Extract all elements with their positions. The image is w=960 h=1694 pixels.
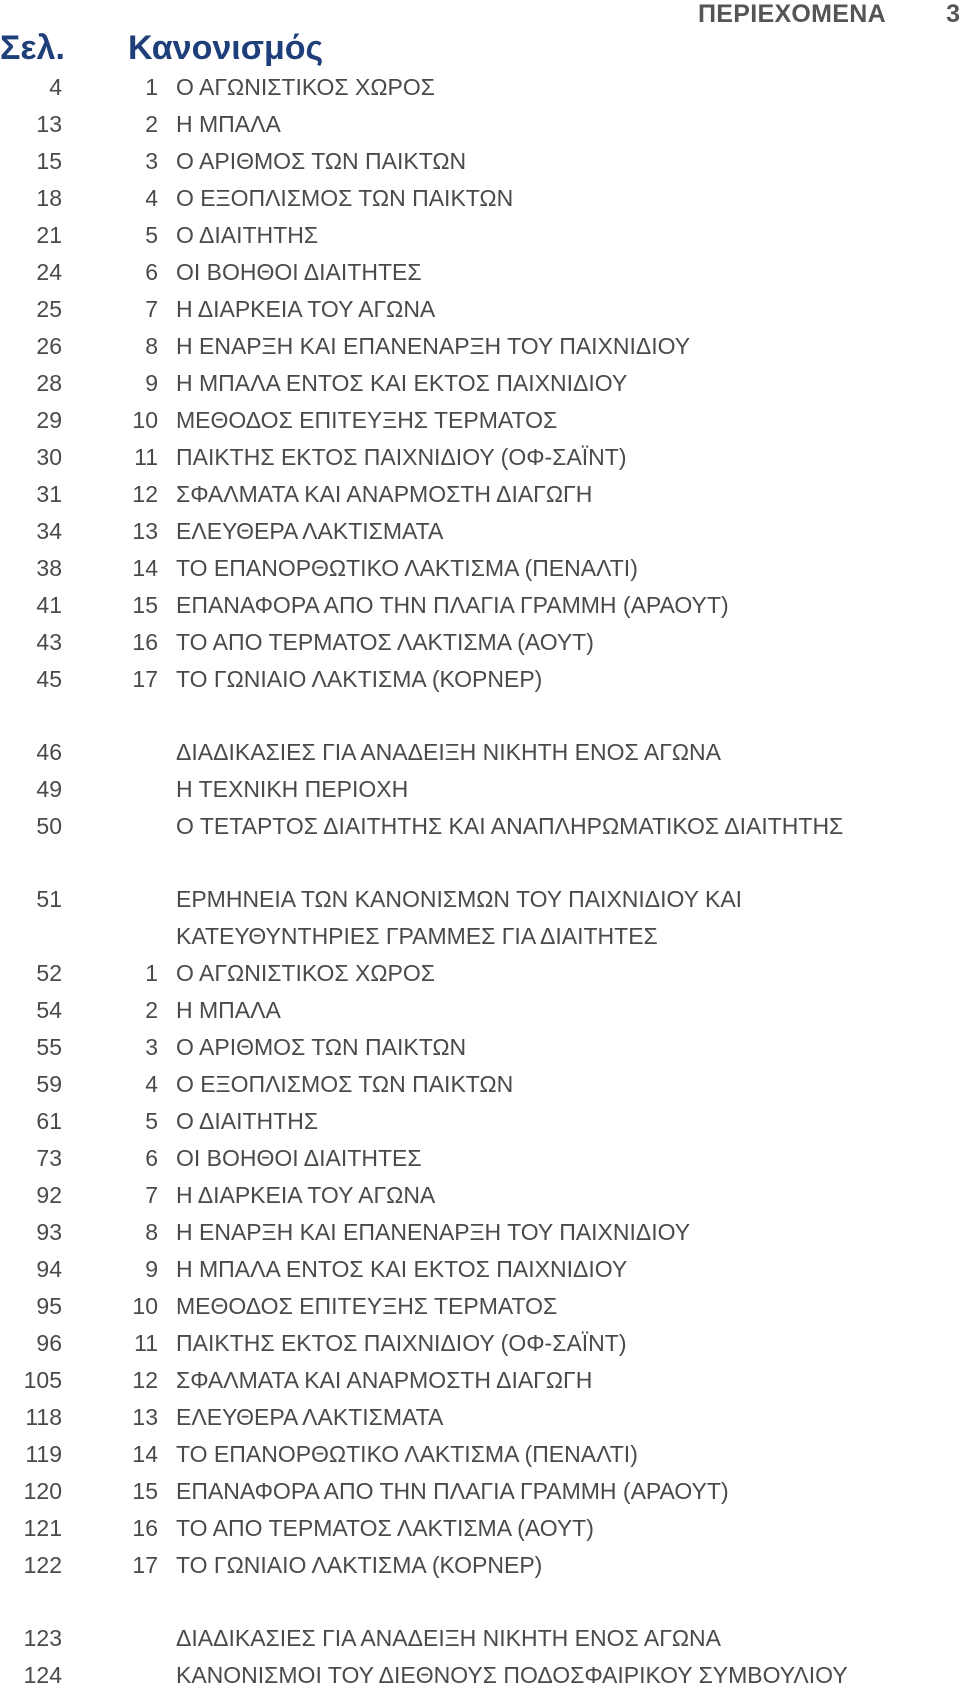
toc-entry-title: ΠΑΙΚΤΗΣ ΕΚΤΟΣ ΠΑΙΧΝΙΔΙΟΥ (ΟΦ-ΣΑΪΝΤ) [176, 444, 627, 470]
toc-rule-number: 17 [132, 1552, 158, 1578]
toc-rule-number: 13 [132, 1404, 158, 1430]
toc-entry-title: ΠΑΙΚΤΗΣ ΕΚΤΟΣ ΠΑΙΧΝΙΔΙΟΥ (ΟΦ-ΣΑΪΝΤ) [176, 1330, 627, 1356]
toc-page-number: 45 [36, 666, 62, 692]
toc-entry[interactable] [0, 624, 960, 661]
toc-entry-title: ΤΟ ΓΩΝΙΑΙΟ ΛΑΚΤΙΣΜΑ (ΚΟΡΝΕΡ) [176, 1552, 543, 1578]
toc-page-number: 120 [23, 1478, 62, 1504]
toc-entry-title: Ο ΑΡΙΘΜΟΣ ΤΩΝ ΠΑΙΚΤΩΝ [176, 1034, 467, 1060]
toc-entry[interactable] [0, 992, 960, 1029]
toc-entry-title: Ο ΑΓΩΝΙΣΤΙΚΟΣ ΧΩΡΟΣ [176, 74, 435, 100]
toc-rule-number: 6 [145, 259, 158, 285]
toc-entry[interactable] [0, 106, 960, 143]
page-column-heading: Σελ. [0, 29, 65, 67]
toc-entry[interactable] [0, 1288, 960, 1325]
toc-entry[interactable] [0, 439, 960, 476]
toc-entry[interactable] [0, 1362, 960, 1399]
header-page-number: 3 [946, 0, 960, 28]
toc-page-number: 51 [36, 886, 62, 912]
toc-page-number: 118 [25, 1404, 62, 1430]
toc-page-number: 13 [36, 111, 62, 137]
toc-rule-number: 9 [145, 1256, 158, 1282]
toc-entry[interactable] [0, 1214, 960, 1251]
toc-entry[interactable] [0, 1140, 960, 1177]
toc-entry-title: Η ΜΠΑΛΑ [176, 111, 281, 137]
toc-entry-title: ΣΦΑΛΜΑΤΑ ΚΑΙ ΑΝΑΡΜΟΣΤΗ ΔΙΑΓΩΓΗ [176, 1367, 593, 1393]
toc-entry[interactable] [0, 476, 960, 513]
toc-entry[interactable] [0, 291, 960, 328]
toc-entry[interactable] [0, 881, 960, 918]
toc-entry-title: ΟΙ ΒΟΗΘΟΙ ΔΙΑΙΤΗΤΕΣ [176, 1145, 422, 1171]
toc-entry-title: Η ΤΕΧΝΙΚΗ ΠΕΡΙΟΧΗ [176, 776, 409, 802]
toc-entry[interactable] [0, 734, 960, 771]
toc-entry-title: Ο ΕΞΟΠΛΙΣΜΟΣ ΤΩΝ ΠΑΙΚΤΩΝ [176, 1071, 514, 1097]
toc-page-number: 92 [36, 1182, 62, 1208]
toc-entry-title: ΤΟ ΑΠΟ ΤΕΡΜΑΤΟΣ ΛΑΚΤΙΣΜΑ (ΑΟΥΤ) [176, 1515, 594, 1541]
toc-entry[interactable] [0, 661, 960, 698]
toc-page-number: 18 [36, 185, 62, 211]
toc-entry-title: Η ΕΝΑΡΞΗ ΚΑΙ ΕΠΑΝΕΝΑΡΞΗ ΤΟΥ ΠΑΙΧΝΙΔΙΟΥ [176, 1219, 691, 1245]
toc-entry-title: Η ΜΠΑΛΑ [176, 997, 281, 1023]
toc-entry-title: ΔΙΑΔΙΚΑΣΙΕΣ ΓΙΑ ΑΝΑΔΕΙΞΗ ΝΙΚΗΤΗ ΕΝΟΣ ΑΓΩΝΑ [176, 1625, 722, 1651]
toc-entry[interactable] [0, 1547, 960, 1584]
toc-page-number: 119 [25, 1441, 62, 1467]
toc-entry-title: Η ΔΙΑΡΚΕΙΑ ΤΟΥ ΑΓΩΝΑ [176, 296, 436, 322]
toc-entry-title: Η ΕΝΑΡΞΗ ΚΑΙ ΕΠΑΝΕΝΑΡΞΗ ΤΟΥ ΠΑΙΧΝΙΔΙΟΥ [176, 333, 691, 359]
section-column-heading: Κανονισμός [128, 29, 324, 67]
toc-page-number: 26 [36, 333, 62, 359]
toc-rule-number: 15 [132, 1478, 158, 1504]
toc-entry[interactable] [0, 1510, 960, 1547]
toc-entry[interactable] [0, 1620, 960, 1657]
toc-rule-number: 14 [132, 555, 158, 581]
toc-rule-number: 8 [145, 1219, 158, 1245]
toc-rule-number: 3 [145, 148, 158, 174]
toc-entry[interactable] [0, 1103, 960, 1140]
toc-page-number: 24 [36, 259, 62, 285]
column-headings [0, 28, 960, 68]
toc-entry[interactable] [0, 587, 960, 624]
toc-entry[interactable] [0, 550, 960, 587]
toc-entry[interactable] [0, 513, 960, 550]
toc-page-number: 29 [36, 407, 62, 433]
toc-rule-number: 5 [145, 222, 158, 248]
toc-page-number: 49 [36, 776, 62, 802]
toc-entry[interactable] [0, 328, 960, 365]
toc-entry-title: ΔΙΑΔΙΚΑΣΙΕΣ ΓΙΑ ΑΝΑΔΕΙΞΗ ΝΙΚΗΤΗ ΕΝΟΣ ΑΓΩΝΑ [176, 739, 722, 765]
toc-entry-title: ΕΠΑΝΑΦΟΡΑ ΑΠΟ ΤΗΝ ΠΛΑΓΙΑ ΓΡΑΜΜΗ (ΑΡΑΟΥΤ) [176, 592, 729, 618]
toc-entry[interactable] [0, 1325, 960, 1362]
toc-page-number: 31 [36, 481, 62, 507]
toc-page-number: 73 [36, 1145, 62, 1171]
toc-entry-title: ΤΟ ΑΠΟ ΤΕΡΜΑΤΟΣ ΛΑΚΤΙΣΜΑ (ΑΟΥΤ) [176, 629, 594, 655]
toc-spacer [0, 698, 960, 734]
toc-entry-title: Η ΜΠΑΛΑ ΕΝΤΟΣ ΚΑΙ ΕΚΤΟΣ ΠΑΙΧΝΙΔΙΟΥ [176, 1256, 628, 1282]
toc-entry-title: Ο ΕΞΟΠΛΙΣΜΟΣ ΤΩΝ ΠΑΙΚΤΩΝ [176, 185, 514, 211]
toc-entry-title: Ο ΤΕΤΑΡΤΟΣ ΔΙΑΙΤΗΤΗΣ ΚΑΙ ΑΝΑΠΛΗΡΩΜΑΤΙΚΟΣ ΔΙΑΙΤΗΤΗΣ [176, 813, 844, 839]
toc-spacer [0, 845, 960, 881]
toc-entry-title: ΣΦΑΛΜΑΤΑ ΚΑΙ ΑΝΑΡΜΟΣΤΗ ΔΙΑΓΩΓΗ [176, 481, 593, 507]
toc-page-number: 46 [36, 739, 62, 765]
toc-entry[interactable] [0, 365, 960, 402]
toc-entry[interactable] [0, 217, 960, 254]
toc-entry-title: ΜΕΘΟΔΟΣ ΕΠΙΤΕΥΞΗΣ ΤΕΡΜΑΤΟΣ [176, 1293, 558, 1319]
toc-rule-number: 4 [145, 1071, 158, 1097]
toc-spacer [0, 1584, 960, 1620]
toc-entry-title: ΟΙ ΒΟΗΘΟΙ ΔΙΑΙΤΗΤΕΣ [176, 259, 422, 285]
toc-entry-title: Ο ΑΓΩΝΙΣΤΙΚΟΣ ΧΩΡΟΣ [176, 960, 435, 986]
toc-rule-number: 16 [132, 629, 158, 655]
toc-entry[interactable] [0, 143, 960, 180]
toc-rule-number: 1 [145, 960, 158, 986]
table-of-contents [0, 69, 960, 1694]
toc-rule-number: 2 [145, 997, 158, 1023]
toc-entry-title: ΚΑΝΟΝΙΣΜΟΙ ΤΟΥ ΔΙΕΘΝΟΥΣ ΠΟΔΟΣΦΑΙΡΙΚΟΥ ΣΥΜΒΟΥΛΙΟΥ [176, 1662, 848, 1688]
toc-rule-number: 3 [145, 1034, 158, 1060]
toc-rule-number: 11 [134, 444, 158, 470]
toc-rule-number: 15 [132, 592, 158, 618]
toc-page-number: 54 [36, 997, 62, 1023]
toc-entry[interactable] [0, 69, 960, 106]
toc-page-number: 95 [36, 1293, 62, 1319]
toc-page-number: 96 [36, 1330, 62, 1356]
toc-page-number: 59 [36, 1071, 62, 1097]
toc-rule-number: 17 [132, 666, 158, 692]
toc-page-number: 4 [49, 74, 62, 100]
toc-entry-title: ΕΡΜΗΝΕΙΑ ΤΩΝ ΚΑΝΟΝΙΣΜΩΝ ΤΟΥ ΠΑΙΧΝΙΔΙΟΥ ΚΑΙ [176, 886, 743, 912]
toc-rule-number: 8 [145, 333, 158, 359]
toc-entry[interactable] [0, 1177, 960, 1214]
toc-page-number: 123 [23, 1625, 62, 1651]
toc-page-number: 52 [36, 960, 62, 986]
toc-rule-number: 2 [145, 111, 158, 137]
toc-entry[interactable] [0, 1657, 960, 1694]
toc-rule-number: 4 [145, 185, 158, 211]
toc-entry[interactable] [0, 254, 960, 291]
toc-entry-title: Ο ΔΙΑΙΤΗΤΗΣ [176, 222, 319, 248]
toc-entry-title: ΜΕΘΟΔΟΣ ΕΠΙΤΕΥΞΗΣ ΤΕΡΜΑΤΟΣ [176, 407, 558, 433]
toc-entry[interactable] [0, 1473, 960, 1510]
toc-page-number: 28 [36, 370, 62, 396]
toc-rule-number: 12 [132, 481, 158, 507]
toc-page-number: 93 [36, 1219, 62, 1245]
toc-entry[interactable] [0, 955, 960, 992]
toc-entry[interactable] [0, 402, 960, 439]
toc-page-number: 34 [36, 518, 62, 544]
toc-page-number: 105 [23, 1367, 62, 1393]
toc-rule-number: 12 [132, 1367, 158, 1393]
toc-rule-number: 1 [145, 74, 158, 100]
toc-rule-number: 10 [132, 407, 158, 433]
toc-entry-title: ΚΑΤΕΥΘΥΝΤΗΡΙΕΣ ΓΡΑΜΜΕΣ ΓΙΑ ΔΙΑΙΤΗΤΕΣ [176, 923, 658, 949]
toc-entry[interactable] [0, 1436, 960, 1473]
toc-page-number: 121 [23, 1515, 62, 1541]
toc-rule-number: 16 [132, 1515, 158, 1541]
toc-entry[interactable] [0, 918, 960, 955]
toc-entry-title: Ο ΔΙΑΙΤΗΤΗΣ [176, 1108, 319, 1134]
toc-rule-number: 10 [132, 1293, 158, 1319]
toc-rule-number: 13 [132, 518, 158, 544]
toc-entry[interactable] [0, 808, 960, 845]
toc-page-number: 55 [36, 1034, 62, 1060]
toc-page-number: 41 [36, 592, 62, 618]
toc-rule-number: 6 [145, 1145, 158, 1171]
toc-page-number: 50 [36, 813, 62, 839]
toc-page-number: 38 [36, 555, 62, 581]
toc-page-number: 43 [36, 629, 62, 655]
toc-entry-title: Ο ΑΡΙΘΜΟΣ ΤΩΝ ΠΑΙΚΤΩΝ [176, 148, 467, 174]
toc-entry-title: ΤΟ ΕΠΑΝΟΡΘΩΤΙΚΟ ΛΑΚΤΙΣΜΑ (ΠΕΝΑΛΤΙ) [176, 555, 638, 581]
toc-rule-number: 7 [145, 296, 158, 322]
toc-page-number: 61 [36, 1108, 62, 1134]
toc-entry-title: ΕΛΕΥΘΕΡΑ ΛΑΚΤΙΣΜΑΤΑ [176, 1404, 444, 1430]
toc-entry[interactable] [0, 1029, 960, 1066]
toc-entry[interactable] [0, 771, 960, 808]
toc-rule-number: 7 [145, 1182, 158, 1208]
toc-entry-title: Η ΔΙΑΡΚΕΙΑ ΤΟΥ ΑΓΩΝΑ [176, 1182, 436, 1208]
toc-page-number: 124 [23, 1662, 62, 1688]
toc-entry-title: ΕΛΕΥΘΕΡΑ ΛΑΚΤΙΣΜΑΤΑ [176, 518, 444, 544]
toc-rule-number: 5 [145, 1108, 158, 1134]
toc-entry-title: ΤΟ ΕΠΑΝΟΡΘΩΤΙΚΟ ΛΑΚΤΙΣΜΑ (ΠΕΝΑΛΤΙ) [176, 1441, 638, 1467]
toc-entry-title: ΤΟ ΓΩΝΙΑΙΟ ΛΑΚΤΙΣΜΑ (ΚΟΡΝΕΡ) [176, 666, 543, 692]
toc-rule-number: 14 [132, 1441, 158, 1467]
toc-page-number: 94 [36, 1256, 62, 1282]
toc-page-number: 15 [36, 148, 62, 174]
toc-page-number: 21 [36, 222, 62, 248]
toc-page-number: 122 [23, 1552, 62, 1578]
toc-page-number: 25 [36, 296, 62, 322]
toc-entry[interactable] [0, 180, 960, 217]
toc-entry[interactable] [0, 1066, 960, 1103]
toc-entry-title: ΕΠΑΝΑΦΟΡΑ ΑΠΟ ΤΗΝ ΠΛΑΓΙΑ ΓΡΑΜΜΗ (ΑΡΑΟΥΤ) [176, 1478, 729, 1504]
toc-entry-title: Η ΜΠΑΛΑ ΕΝΤΟΣ ΚΑΙ ΕΚΤΟΣ ΠΑΙΧΝΙΔΙΟΥ [176, 370, 628, 396]
toc-entry[interactable] [0, 1251, 960, 1288]
toc-rule-number: 11 [134, 1330, 158, 1356]
toc-entry[interactable] [0, 1399, 960, 1436]
toc-page-number: 30 [36, 444, 62, 470]
toc-rule-number: 9 [145, 370, 158, 396]
header-title: ΠΕΡΙΕΧΟΜΕΝΑ [697, 0, 886, 28]
